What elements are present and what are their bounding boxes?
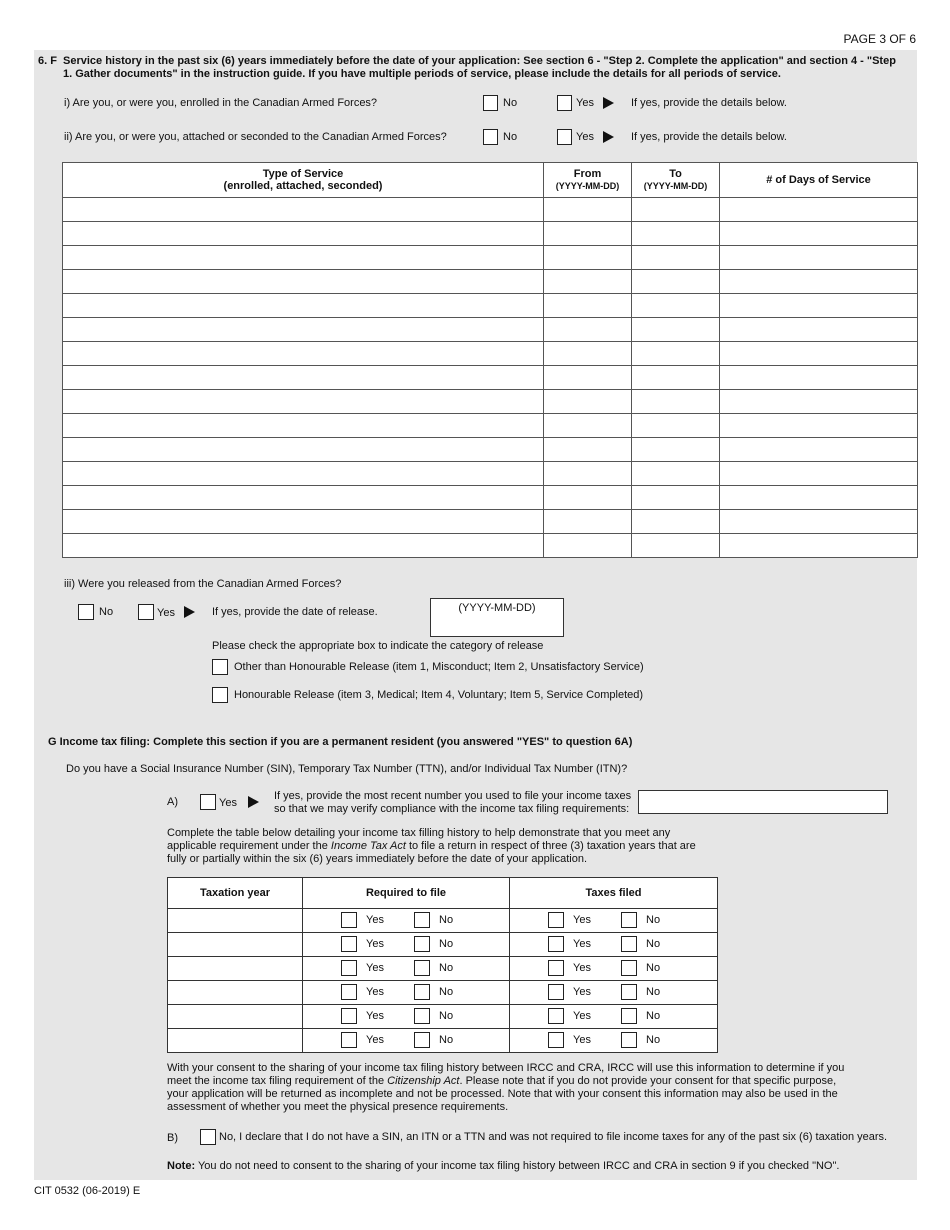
- required-to-file-header: Required to file: [303, 878, 510, 909]
- sin-hint: [274, 790, 631, 816]
- required-to-file-no-label: No: [439, 938, 454, 950]
- instruction-text: applicable requirement under the: [167, 840, 331, 852]
- from-date-cell[interactable]: [544, 438, 632, 462]
- to-header: [632, 163, 720, 198]
- table-row: [63, 534, 918, 558]
- taxes-filed-no-label: No: [646, 962, 661, 974]
- table-row: [63, 438, 918, 462]
- section-title: Service history in the past six (6) years immediately before the date of your application: See section 6 - "Step 2. Complete the application" and section 4 - "Step 1. Gather documents" in the instruction guide. If you have multiple periods of service, please include the details for all periods of service.: [63, 55, 896, 80]
- required-to-file-no-label: No: [439, 1010, 454, 1022]
- required-to-file-no-option[interactable]: [414, 984, 453, 1000]
- taxes-filed-no-option[interactable]: [621, 912, 660, 928]
- taxes-filed-yes-option[interactable]: [548, 984, 591, 1000]
- days-of-service-cell[interactable]: [720, 366, 918, 390]
- taxes-filed-no-label: No: [646, 1010, 661, 1022]
- table-row: [63, 198, 918, 222]
- required-to-file-yes-checkbox[interactable]: [341, 984, 357, 1000]
- required-to-file-yes-label: Yes: [366, 962, 384, 974]
- required-to-file-no-option[interactable]: [414, 912, 453, 928]
- to-date-cell[interactable]: [632, 270, 720, 294]
- table-row: [168, 981, 718, 1005]
- days-of-service-cell[interactable]: [720, 486, 918, 510]
- taxes-filed-yes-checkbox[interactable]: [548, 912, 564, 928]
- consent-text: . Please note that if you do not provide your consent for that specific purpose,: [459, 1075, 837, 1087]
- act-name: Income Tax Act: [330, 840, 406, 852]
- tax-table-instructions: [167, 827, 696, 866]
- sin-question: Do you have a Social Insurance Number (SIN), Temporary Tax Number (TTN), and/or Individual Tax Number (ITN)?: [66, 763, 628, 775]
- sin-number-input[interactable]: [638, 790, 888, 814]
- to-date-cell[interactable]: [632, 486, 720, 510]
- taxes-filed-no-checkbox[interactable]: [621, 912, 637, 928]
- required-to-file-yes-checkbox[interactable]: [341, 1008, 357, 1024]
- consent-line: your application will be returned as incomplete and not be processed. Note that with your consent this information may also be used in the: [167, 1088, 838, 1100]
- honourable-release-checkbox[interactable]: [212, 687, 228, 703]
- to-date-cell[interactable]: [632, 462, 720, 486]
- required-to-file-no-option[interactable]: [414, 1032, 453, 1048]
- honourable-release-label: Honourable Release (item 3, Medical; Item 4, Voluntary; Item 5, Service Completed): [234, 689, 644, 701]
- taxes-filed-cell: [510, 1029, 718, 1053]
- note-text: You do not need to consent to the sharing of your income tax filing history between IRCC and CRA in section 9 if you checked "NO".: [195, 1160, 840, 1172]
- to-date-cell[interactable]: [632, 246, 720, 270]
- taxes-filed-yes-checkbox[interactable]: [548, 960, 564, 976]
- instruction-line: [167, 840, 696, 853]
- hint-line: If yes, provide the most recent number you used to file your income taxes: [274, 790, 632, 802]
- taxes-filed-yes-label: Yes: [573, 1034, 591, 1046]
- arrow-right-icon: [603, 131, 614, 143]
- from-header: [544, 163, 632, 198]
- days-of-service-cell[interactable]: [720, 342, 918, 366]
- required-to-file-cell: [303, 981, 510, 1005]
- days-of-service-cell[interactable]: [720, 438, 918, 462]
- note: [167, 1160, 839, 1172]
- taxes-filed-no-checkbox[interactable]: [621, 1008, 637, 1024]
- required-to-file-yes-label: Yes: [366, 938, 384, 950]
- from-date-cell[interactable]: [544, 270, 632, 294]
- taxes-filed-no-option[interactable]: [621, 1032, 660, 1048]
- sin-yes-checkbox[interactable]: [200, 794, 216, 810]
- taxes-filed-no-label: No: [646, 986, 661, 998]
- question-released: iii) Were you released from the Canadian Armed Forces?: [64, 578, 342, 590]
- from-date-cell[interactable]: [544, 246, 632, 270]
- to-date-cell[interactable]: [632, 390, 720, 414]
- table-header-row: [168, 878, 718, 909]
- taxes-filed-yes-option[interactable]: [548, 960, 591, 976]
- to-date-cell[interactable]: [632, 438, 720, 462]
- type-of-service-cell[interactable]: [63, 414, 544, 438]
- attached-no-checkbox[interactable]: [483, 129, 498, 145]
- taxation-year-header: Taxation year: [168, 878, 303, 909]
- taxes-filed-no-checkbox[interactable]: [621, 1032, 637, 1048]
- enrolled-no-checkbox[interactable]: [483, 95, 498, 111]
- taxes-filed-cell: [510, 933, 718, 957]
- days-of-service-cell[interactable]: [720, 414, 918, 438]
- act-name: Citizenship Act: [387, 1075, 460, 1087]
- required-to-file-no-option[interactable]: [414, 1008, 453, 1024]
- section-number: 6. F: [38, 55, 57, 67]
- table-row: [63, 462, 918, 486]
- type-of-service-header: [63, 163, 544, 198]
- attached-yes-checkbox[interactable]: [557, 129, 572, 145]
- table-row: [168, 1005, 718, 1029]
- taxes-filed-yes-option[interactable]: [548, 936, 591, 952]
- table-row: [63, 222, 918, 246]
- taxes-filed-no-checkbox[interactable]: [621, 960, 637, 976]
- release-category-prompt: Please check the appropriate box to indicate the category of release: [212, 640, 544, 652]
- required-to-file-no-label: No: [439, 962, 454, 974]
- form-code: CIT 0532 (06-2019) E: [34, 1185, 141, 1197]
- days-of-service-cell[interactable]: [720, 510, 918, 534]
- from-date-cell[interactable]: [544, 318, 632, 342]
- days-of-service-cell[interactable]: [720, 246, 918, 270]
- consent-line: assessment of whether you meet the physical presence requirements.: [167, 1101, 509, 1113]
- required-to-file-no-checkbox[interactable]: [414, 1008, 430, 1024]
- to-date-cell[interactable]: [632, 222, 720, 246]
- table-row: [63, 390, 918, 414]
- type-of-service-cell[interactable]: [63, 222, 544, 246]
- days-of-service-cell[interactable]: [720, 198, 918, 222]
- from-date-cell[interactable]: [544, 486, 632, 510]
- tax-history-table: [167, 877, 718, 1053]
- type-of-service-cell[interactable]: [63, 462, 544, 486]
- instruction-line: Complete the table below detailing your income tax filling history to help demonstrate that you meet any: [167, 827, 671, 839]
- required-to-file-yes-checkbox[interactable]: [341, 1032, 357, 1048]
- type-of-service-cell[interactable]: [63, 294, 544, 318]
- required-to-file-yes-checkbox[interactable]: [341, 936, 357, 952]
- from-date-cell[interactable]: [544, 342, 632, 366]
- required-to-file-yes-option[interactable]: [341, 1008, 384, 1024]
- arrow-right-icon: [184, 606, 195, 618]
- taxes-filed-yes-checkbox[interactable]: [548, 1032, 564, 1048]
- attached-yes-label: Yes: [576, 131, 594, 143]
- instruction-line: fully or partially within the six (6) years immediately before the date of your application.: [167, 853, 588, 865]
- days-of-service-cell[interactable]: [720, 390, 918, 414]
- release-date-input[interactable]: (YYYY-MM-DD): [430, 598, 564, 637]
- required-to-file-yes-option[interactable]: [341, 1032, 384, 1048]
- taxes-filed-no-checkbox[interactable]: [621, 936, 637, 952]
- required-to-file-yes-option[interactable]: [341, 912, 384, 928]
- from-date-cell[interactable]: [544, 366, 632, 390]
- instruction-text: to file a return in respect of three (3) taxation years that are: [405, 840, 696, 852]
- section-g-header: G Income tax filing: Complete this section if you are a permanent resident (you answered "YES" to question 6A): [48, 736, 633, 748]
- days-of-service-cell[interactable]: [720, 222, 918, 246]
- taxes-filed-no-option[interactable]: [621, 1008, 660, 1024]
- dishonourable-release-checkbox[interactable]: [212, 659, 228, 675]
- required-to-file-no-checkbox[interactable]: [414, 960, 430, 976]
- no-sin-declaration-checkbox[interactable]: [200, 1129, 216, 1145]
- enrolled-yes-checkbox[interactable]: [557, 95, 572, 111]
- from-date-cell[interactable]: [544, 222, 632, 246]
- required-to-file-yes-label: Yes: [366, 914, 384, 926]
- header-line: From: [573, 168, 602, 180]
- required-to-file-yes-checkbox[interactable]: [341, 960, 357, 976]
- page-number: PAGE 3 OF 6: [843, 32, 916, 46]
- taxes-filed-yes-checkbox[interactable]: [548, 984, 564, 1000]
- required-to-file-no-label: No: [439, 1034, 454, 1046]
- released-hint: If yes, provide the date of release.: [212, 606, 378, 618]
- type-of-service-cell[interactable]: [63, 510, 544, 534]
- table-row: [63, 270, 918, 294]
- table-row: [168, 1029, 718, 1053]
- service-history-table: [62, 162, 918, 558]
- taxes-filed-no-option[interactable]: [621, 936, 660, 952]
- dishonourable-release-label: Other than Honourable Release (item 1, Misconduct; Item 2, Unsatisfactory Service): [234, 661, 644, 673]
- taxes-filed-header: Taxes filed: [510, 878, 718, 909]
- type-of-service-cell[interactable]: [63, 246, 544, 270]
- from-date-cell[interactable]: [544, 414, 632, 438]
- required-to-file-no-checkbox[interactable]: [414, 1032, 430, 1048]
- taxes-filed-yes-checkbox[interactable]: [548, 1008, 564, 1024]
- sin-yes-label: Yes: [219, 797, 237, 809]
- table-row: [63, 486, 918, 510]
- table-row: [63, 366, 918, 390]
- consent-line: With your consent to the sharing of your income tax filing history between IRCC and CRA, IRCC will use this information to determine if you: [167, 1062, 845, 1074]
- table-row: [63, 414, 918, 438]
- arrow-right-icon: [248, 796, 259, 808]
- type-of-service-cell[interactable]: [63, 390, 544, 414]
- table-row: [63, 342, 918, 366]
- taxation-year-cell[interactable]: [168, 933, 303, 957]
- required-to-file-yes-option[interactable]: [341, 936, 384, 952]
- enrolled-no-label: No: [503, 97, 518, 109]
- to-date-cell[interactable]: [632, 342, 720, 366]
- header-line: Type of Service: [262, 168, 344, 180]
- required-to-file-no-option[interactable]: [414, 960, 453, 976]
- to-date-cell[interactable]: [632, 534, 720, 558]
- consent-paragraph: [167, 1062, 844, 1114]
- from-date-cell[interactable]: [544, 510, 632, 534]
- table-row: [63, 246, 918, 270]
- required-to-file-no-label: No: [439, 986, 454, 998]
- header-line: To: [669, 168, 682, 180]
- to-date-cell[interactable]: [632, 366, 720, 390]
- taxes-filed-cell: [510, 1005, 718, 1029]
- to-date-cell[interactable]: [632, 294, 720, 318]
- taxes-filed-yes-label: Yes: [573, 1010, 591, 1022]
- to-date-cell[interactable]: [632, 318, 720, 342]
- taxation-year-cell[interactable]: [168, 909, 303, 933]
- taxes-filed-no-option[interactable]: [621, 984, 660, 1000]
- required-to-file-no-option[interactable]: [414, 936, 453, 952]
- table-row: [168, 957, 718, 981]
- type-of-service-cell[interactable]: [63, 486, 544, 510]
- to-date-cell[interactable]: [632, 414, 720, 438]
- taxation-year-cell[interactable]: [168, 1029, 303, 1053]
- type-of-service-cell[interactable]: [63, 534, 544, 558]
- required-to-file-no-checkbox[interactable]: [414, 912, 430, 928]
- required-to-file-cell: [303, 1005, 510, 1029]
- released-no-checkbox[interactable]: [78, 604, 94, 620]
- from-date-cell[interactable]: [544, 462, 632, 486]
- from-date-cell[interactable]: [544, 534, 632, 558]
- taxation-year-cell[interactable]: [168, 957, 303, 981]
- no-sin-declaration-label: No, I declare that I do not have a SIN, an ITN or a TTN and was not required to file income taxes for any of the past six (6) taxation years.: [219, 1131, 888, 1143]
- table-header-row: [63, 163, 918, 198]
- taxes-filed-cell: [510, 981, 718, 1005]
- required-to-file-no-checkbox[interactable]: [414, 984, 430, 1000]
- days-of-service-cell[interactable]: [720, 270, 918, 294]
- required-to-file-yes-checkbox[interactable]: [341, 912, 357, 928]
- released-no-label: No: [99, 606, 114, 618]
- hint-line: so that we may verify compliance with the income tax filing requirements:: [274, 803, 630, 815]
- question-attached: ii) Are you, or were you, attached or seconded to the Canadian Armed Forces?: [64, 131, 447, 143]
- taxes-filed-yes-checkbox[interactable]: [548, 936, 564, 952]
- taxes-filed-yes-label: Yes: [573, 962, 591, 974]
- taxes-filed-no-label: No: [646, 938, 661, 950]
- question-enrolled: i) Are you, or were you, enrolled in the Canadian Armed Forces?: [64, 97, 378, 109]
- table-row: [168, 909, 718, 933]
- required-to-file-yes-option[interactable]: [341, 960, 384, 976]
- required-to-file-yes-option[interactable]: [341, 984, 384, 1000]
- from-date-cell[interactable]: [544, 198, 632, 222]
- required-to-file-yes-label: Yes: [366, 1010, 384, 1022]
- type-of-service-cell[interactable]: [63, 198, 544, 222]
- to-date-cell[interactable]: [632, 510, 720, 534]
- header-line: (YYYY-MM-DD): [555, 181, 620, 191]
- header-line: (enrolled, attached, seconded): [223, 180, 383, 192]
- taxes-filed-yes-label: Yes: [573, 986, 591, 998]
- consent-text: meet the income tax filing requirement of the: [167, 1075, 388, 1087]
- type-of-service-cell[interactable]: [63, 342, 544, 366]
- required-to-file-cell: [303, 957, 510, 981]
- table-row: [63, 294, 918, 318]
- type-of-service-cell[interactable]: [63, 438, 544, 462]
- attached-hint: If yes, provide the details below.: [631, 131, 787, 143]
- taxation-year-cell[interactable]: [168, 1005, 303, 1029]
- type-of-service-cell[interactable]: [63, 270, 544, 294]
- taxes-filed-yes-option[interactable]: [548, 912, 591, 928]
- required-to-file-cell: [303, 933, 510, 957]
- taxation-year-cell[interactable]: [168, 981, 303, 1005]
- attached-no-label: No: [503, 131, 518, 143]
- table-row: [63, 318, 918, 342]
- required-to-file-no-label: No: [439, 914, 454, 926]
- required-to-file-cell: [303, 909, 510, 933]
- to-date-cell[interactable]: [632, 198, 720, 222]
- consent-line: [167, 1075, 844, 1088]
- taxes-filed-no-option[interactable]: [621, 960, 660, 976]
- taxes-filed-cell: [510, 909, 718, 933]
- type-of-service-cell[interactable]: [63, 366, 544, 390]
- arrow-right-icon: [603, 97, 614, 109]
- required-to-file-yes-label: Yes: [366, 986, 384, 998]
- taxes-filed-yes-label: Yes: [573, 914, 591, 926]
- required-to-file-yes-label: Yes: [366, 1034, 384, 1046]
- table-row: [168, 933, 718, 957]
- enrolled-hint: If yes, provide the details below.: [631, 97, 787, 109]
- taxes-filed-cell: [510, 957, 718, 981]
- taxes-filed-yes-option[interactable]: [548, 1008, 591, 1024]
- from-date-cell[interactable]: [544, 390, 632, 414]
- note-label: Note:: [167, 1160, 196, 1172]
- taxes-filed-no-label: No: [646, 914, 661, 926]
- required-to-file-no-checkbox[interactable]: [414, 936, 430, 952]
- days-of-service-cell[interactable]: [720, 294, 918, 318]
- taxes-filed-no-checkbox[interactable]: [621, 984, 637, 1000]
- days-of-service-cell[interactable]: [720, 534, 918, 558]
- option-b-label: B): [167, 1132, 178, 1144]
- taxes-filed-yes-option[interactable]: [548, 1032, 591, 1048]
- taxes-filed-yes-label: Yes: [573, 938, 591, 950]
- taxes-filed-no-label: No: [646, 1034, 661, 1046]
- days-of-service-cell[interactable]: [720, 318, 918, 342]
- header-line: (YYYY-MM-DD): [643, 181, 708, 191]
- table-row: [63, 510, 918, 534]
- days-of-service-header: # of Days of Service: [720, 163, 918, 198]
- required-to-file-cell: [303, 1029, 510, 1053]
- released-yes-label: Yes: [157, 607, 175, 619]
- released-yes-checkbox[interactable]: [138, 604, 154, 620]
- days-of-service-cell[interactable]: [720, 462, 918, 486]
- from-date-cell[interactable]: [544, 294, 632, 318]
- option-a-label: A): [167, 796, 178, 808]
- type-of-service-cell[interactable]: [63, 318, 544, 342]
- enrolled-yes-label: Yes: [576, 97, 594, 109]
